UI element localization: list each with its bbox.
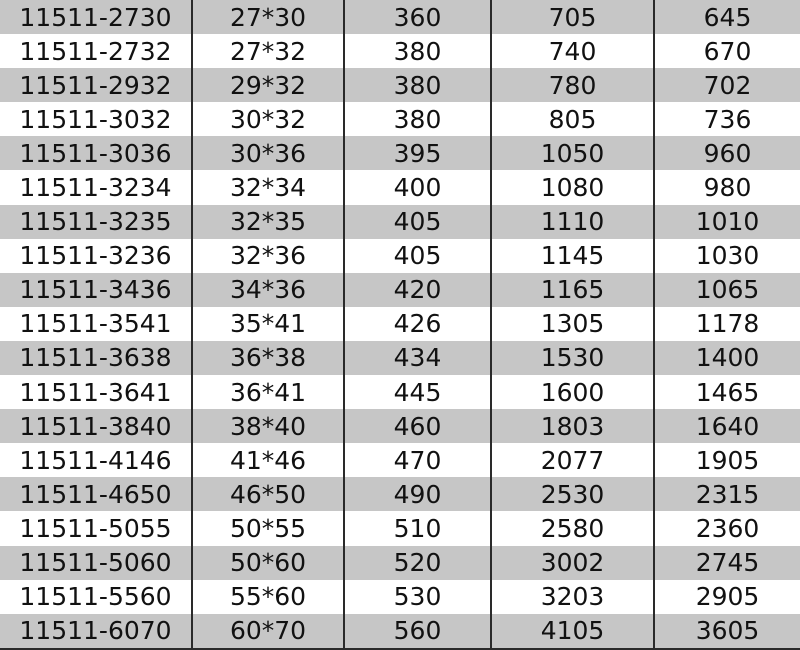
part-number-cell: 11511-3234 — [0, 170, 192, 204]
table-row — [0, 239, 800, 273]
size-cell: 27*32 — [192, 34, 344, 68]
table-row — [0, 273, 800, 307]
table-row — [0, 307, 800, 341]
table-row — [0, 0, 800, 34]
value-c-cell: 1465 — [654, 375, 800, 409]
part-number-cell: 11511-2732 — [0, 34, 192, 68]
value-a-cell: 380 — [344, 102, 491, 136]
part-number-cell: 11511-3541 — [0, 307, 192, 341]
value-c-cell: 645 — [654, 0, 800, 34]
size-cell: 34*36 — [192, 273, 344, 307]
value-b-cell: 2580 — [491, 511, 654, 545]
table-row — [0, 136, 800, 170]
value-a-cell: 405 — [344, 239, 491, 273]
value-c-cell: 2360 — [654, 511, 800, 545]
value-a-cell: 405 — [344, 205, 491, 239]
value-a-cell: 490 — [344, 477, 491, 511]
table-row — [0, 375, 800, 409]
size-cell: 50*55 — [192, 511, 344, 545]
value-c-cell: 1400 — [654, 341, 800, 375]
size-cell: 32*34 — [192, 170, 344, 204]
table-row — [0, 170, 800, 204]
part-number-cell: 11511-3641 — [0, 375, 192, 409]
value-a-cell: 426 — [344, 307, 491, 341]
value-b-cell: 4105 — [491, 614, 654, 649]
value-a-cell: 445 — [344, 375, 491, 409]
part-number-cell: 11511-3235 — [0, 205, 192, 239]
value-a-cell: 380 — [344, 34, 491, 68]
value-b-cell: 3002 — [491, 546, 654, 580]
value-a-cell: 560 — [344, 614, 491, 649]
size-cell: 60*70 — [192, 614, 344, 649]
value-c-cell: 2745 — [654, 546, 800, 580]
value-a-cell: 360 — [344, 0, 491, 34]
value-a-cell: 434 — [344, 341, 491, 375]
value-c-cell: 670 — [654, 34, 800, 68]
size-cell: 41*46 — [192, 443, 344, 477]
size-cell: 55*60 — [192, 580, 344, 614]
value-b-cell: 1600 — [491, 375, 654, 409]
value-c-cell: 1010 — [654, 205, 800, 239]
size-cell: 36*41 — [192, 375, 344, 409]
table-row — [0, 443, 800, 477]
size-cell: 29*32 — [192, 68, 344, 102]
size-cell: 32*35 — [192, 205, 344, 239]
table-row — [0, 580, 800, 614]
table-row — [0, 341, 800, 375]
value-a-cell: 520 — [344, 546, 491, 580]
value-b-cell: 1165 — [491, 273, 654, 307]
part-number-cell: 11511-2730 — [0, 0, 192, 34]
value-a-cell: 400 — [344, 170, 491, 204]
part-number-cell: 11511-2932 — [0, 68, 192, 102]
size-cell: 35*41 — [192, 307, 344, 341]
part-number-cell: 11511-3840 — [0, 409, 192, 443]
value-b-cell: 1080 — [491, 170, 654, 204]
table-row — [0, 409, 800, 443]
value-a-cell: 395 — [344, 136, 491, 170]
table-row — [0, 205, 800, 239]
part-number-cell: 11511-3436 — [0, 273, 192, 307]
value-c-cell: 2905 — [654, 580, 800, 614]
value-c-cell: 980 — [654, 170, 800, 204]
part-number-cell: 11511-5560 — [0, 580, 192, 614]
value-c-cell: 960 — [654, 136, 800, 170]
value-b-cell: 740 — [491, 34, 654, 68]
table-row — [0, 546, 800, 580]
value-c-cell: 1640 — [654, 409, 800, 443]
size-cell: 30*36 — [192, 136, 344, 170]
size-cell: 30*32 — [192, 102, 344, 136]
value-c-cell: 3605 — [654, 614, 800, 649]
value-c-cell: 1905 — [654, 443, 800, 477]
table-row — [0, 68, 800, 102]
value-a-cell: 460 — [344, 409, 491, 443]
size-cell: 46*50 — [192, 477, 344, 511]
value-b-cell: 1530 — [491, 341, 654, 375]
part-number-cell: 11511-3638 — [0, 341, 192, 375]
value-a-cell: 470 — [344, 443, 491, 477]
part-number-cell: 11511-4146 — [0, 443, 192, 477]
value-c-cell: 736 — [654, 102, 800, 136]
value-a-cell: 420 — [344, 273, 491, 307]
value-b-cell: 1145 — [491, 239, 654, 273]
value-a-cell: 530 — [344, 580, 491, 614]
value-c-cell: 702 — [654, 68, 800, 102]
value-b-cell: 780 — [491, 68, 654, 102]
size-cell: 38*40 — [192, 409, 344, 443]
value-b-cell: 1305 — [491, 307, 654, 341]
table-row — [0, 102, 800, 136]
part-number-cell: 11511-5060 — [0, 546, 192, 580]
value-b-cell: 805 — [491, 102, 654, 136]
value-a-cell: 380 — [344, 68, 491, 102]
size-cell: 36*38 — [192, 341, 344, 375]
value-c-cell: 2315 — [654, 477, 800, 511]
value-b-cell: 1050 — [491, 136, 654, 170]
value-c-cell: 1065 — [654, 273, 800, 307]
value-b-cell: 3203 — [491, 580, 654, 614]
value-c-cell: 1030 — [654, 239, 800, 273]
value-c-cell: 1178 — [654, 307, 800, 341]
part-number-cell: 11511-4650 — [0, 477, 192, 511]
value-b-cell: 1110 — [491, 205, 654, 239]
table-row — [0, 477, 800, 511]
part-number-cell: 11511-3036 — [0, 136, 192, 170]
table-row — [0, 34, 800, 68]
part-number-cell: 11511-3032 — [0, 102, 192, 136]
size-cell: 50*60 — [192, 546, 344, 580]
value-a-cell: 510 — [344, 511, 491, 545]
size-cell: 32*36 — [192, 239, 344, 273]
size-cell: 27*30 — [192, 0, 344, 34]
value-b-cell: 1803 — [491, 409, 654, 443]
value-b-cell: 2530 — [491, 477, 654, 511]
part-number-cell: 11511-3236 — [0, 239, 192, 273]
value-b-cell: 705 — [491, 0, 654, 34]
part-number-cell: 11511-5055 — [0, 511, 192, 545]
table-row — [0, 614, 800, 649]
value-b-cell: 2077 — [491, 443, 654, 477]
table-row — [0, 511, 800, 545]
part-number-cell: 11511-6070 — [0, 614, 192, 649]
